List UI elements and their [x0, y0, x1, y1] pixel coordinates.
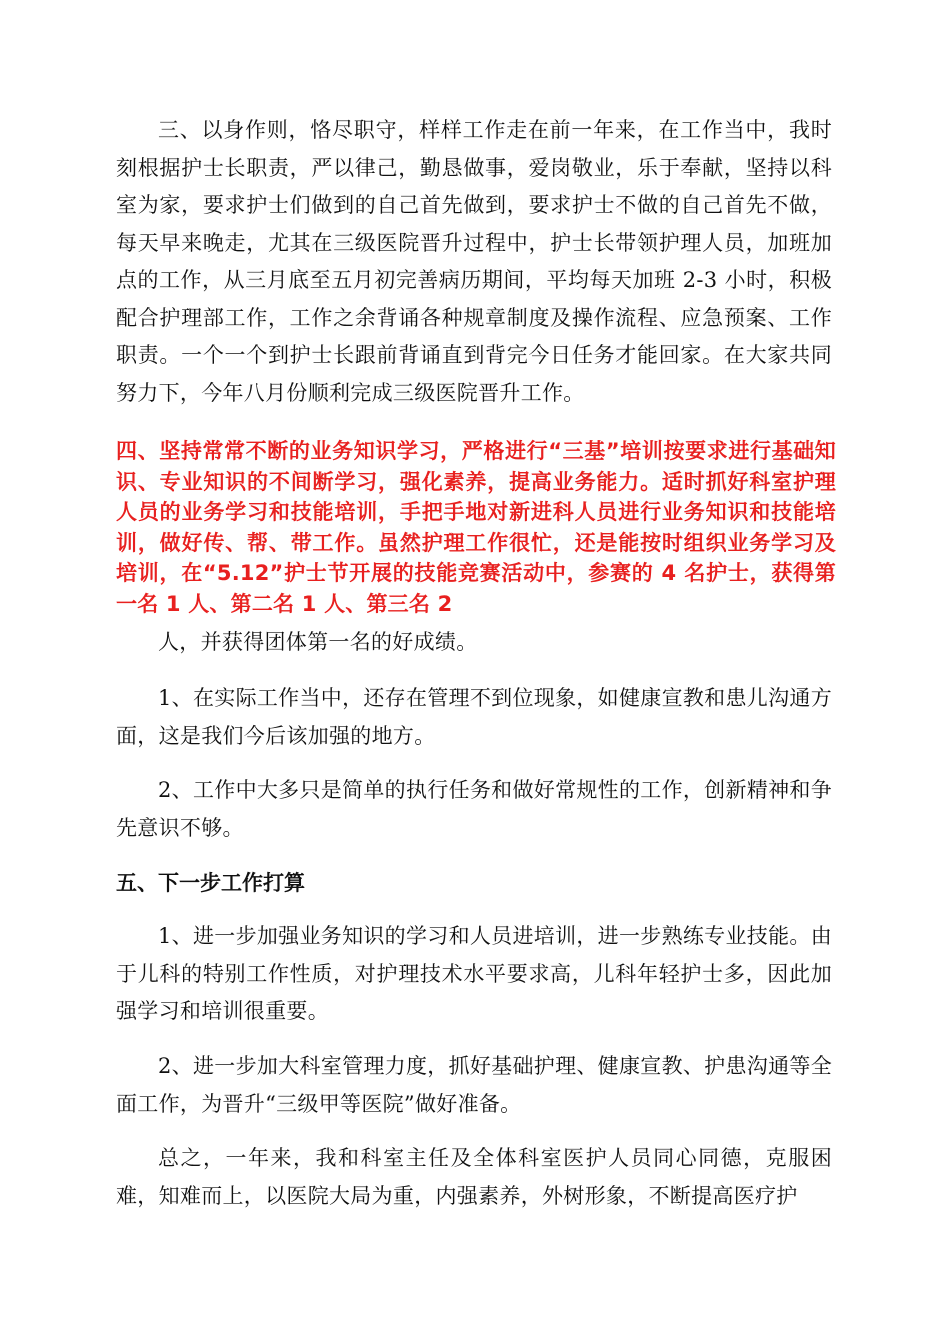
paragraph-plan-1: 1、进一步加强业务知识的学习和人员进培训，进一步熟练专业技能。由于儿科的特别工作性质，对护理技术水平要求高，儿科年轻护士多，因此加强学习和培训很重要。 [116, 924, 832, 1023]
paragraph-issue-2: 2、工作中大多只是简单的执行任务和做好常规性的工作，创新精神和争先意识不够。 [116, 778, 832, 840]
red-paragraph-section-4: 四、坚持常常不断的业务知识学习，严格进行“三基”培训按要求进行基础知识、专业知识的不间断学习，强化素养，提高业务能力。适时抓好科室护理人员的业务学习和技能培训，手把手地对新进科人员进行业务知识和技能培训，做好传、帮、带工作。虽然护理工作很忙，还是能按时组织业务学习及培训，在“5.12”护士节开展的技能竞赛活动中，参赛的 4 名护士，获得第一名 1 人、第二名 1 人、第三名 2 [116, 439, 836, 616]
paragraph-issue-1: 1、在实际工作当中，还存在管理不到位现象，如健康宣教和患儿沟通方面，这是我们今后该加强的地方。 [116, 686, 832, 748]
paragraph-team-result: 人，并获得团体第一名的好成绩。 [158, 630, 478, 654]
heading-section-5: 五、下一步工作打算 [116, 871, 305, 895]
paragraph-conclusion: 总之，一年来，我和科室主任及全体科室医护人员同心同德，克服困难，知难而上，以医院大局为重，内强素养，外树形象，不断提高医疗护 [116, 1146, 832, 1208]
paragraph-plan-2: 2、进一步加大科室管理力度，抓好基础护理、健康宣教、护患沟通等全面工作，为晋升“三级甲等医院”做好准备。 [116, 1054, 832, 1116]
paragraph-section-3: 三、以身作则，恪尽职守，样样工作走在前一年来，在工作当中，我时刻根据护士长职责，严以律己，勤恳做事，爱岗敬业，乐于奉献，坚持以科室为家，要求护士们做到的自己首先做到，要求护士不做的自己首先不做，每天早来晚走，尤其在三级医院晋升过程中，护士长带领护理人员，加班加点的工作，从三月底至五月初完善病历期间，平均每天加班 2-3 小时，积极配合护理部工作，工作之余背诵各种规章制度及操作流程、应急预案、工作职责。一个一个到护士长跟前背诵直到背完今日任务才能回家。在大家共同努力下，今年八月份顺利完成三级医院晋升工作。 [116, 118, 832, 405]
